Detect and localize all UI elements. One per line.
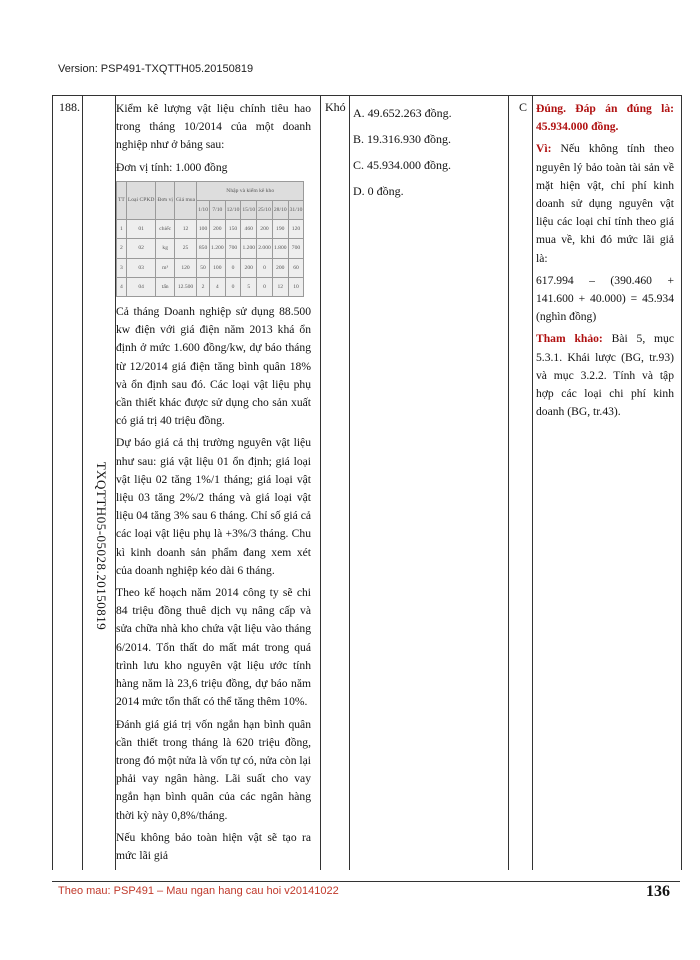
material-table [116,181,304,297]
table-row [117,258,304,277]
table-subheader: 25/10 [257,201,273,220]
table-cell: 200 [257,220,273,239]
option-a: A. 49.652.263 đồng. [353,106,452,120]
table-cell: 200 [241,258,257,277]
correct-answer [536,100,674,136]
option-b: B. 19.316.930 đồng. [353,132,452,146]
table-cell: 01 [126,220,156,239]
table-cell: 1.200 [210,239,226,258]
table-row [117,277,304,296]
table-cell: 850 [197,239,210,258]
table-cell: 12 [174,220,196,239]
table-header: TT [117,181,127,219]
table-cell: 700 [225,239,241,258]
correct-value: 45.934.000 đồng. [536,120,619,134]
table-cell: 150 [225,220,241,239]
table-header: Giá mua [174,181,196,219]
question-text [116,100,311,869]
table-cell: 100 [210,258,226,277]
table-cell: tấn [156,277,175,296]
question-code [86,386,116,706]
table-cell: 02 [126,239,156,258]
answer-key: C [519,100,528,114]
reason-label: Vì: [536,142,552,156]
table-subheader: 15/10 [241,201,257,220]
difficulty-label: Khó [325,100,346,114]
table-cell: 700 [288,239,304,258]
question-code-text: TXQTTH05-05028.20150819 [94,461,109,631]
table-cell: 120 [288,220,304,239]
formula: 617.994 – (390.460 + 141.600 + 40.000) = 45.934 (nghìn đồng) [536,273,674,324]
table-cell: 1.800 [272,239,288,258]
question-paragraph: Nếu không bảo toàn hiện vật sẽ tạo ra mức lãi giả [116,830,311,862]
reason-text: Nếu không tính theo nguyên lý bảo toàn tài sản về mặt hiện vật, chỉ phí kinh doanh sử dụng nguyên vật liệu các loại chỉ tính theo giá mua về, khi đó mức lãi giả là: [536,142,674,265]
reason [536,140,674,267]
unit-label: Đơn vị tính: 1.000 đồng [116,160,228,174]
question-intro: Kiểm kê lượng vật liệu chính tiêu hao trong tháng 10/2014 của một doanh nghiệp như ở bảng sau: [116,102,311,152]
column-divider [508,96,509,870]
option-d: D. 0 đồng. [353,184,404,198]
footer-template: Theo mau: PSP491 – Mau ngan hang cau hoi v20141022 [58,885,339,897]
table-subheader: 12/10 [225,201,241,220]
answer-options [353,100,452,204]
question-paragraph: Dự báo giá cả thị trường nguyên vật liệu như sau: giá vật liệu 01 ổn định; giá loại vật liệu 02 tăng 1%/1 tháng; giá loại vật liệu 03 tăng 2%/2 tháng và giá loại vật liệu 04 tăng 3% sau 6 tháng. Chỉ số giá cả các loại vật liệu phụ là +3%/3 tháng. Chu kì kinh doanh sản phẩm đang xem xét của doanh nghiệp kéo dài 6 tháng. [116,436,311,577]
explanation [536,100,674,425]
column-divider [532,96,533,870]
question-paragraph: Đánh giá giá trị vốn ngắn hạn bình quân cần thiết trong tháng là 620 triệu đồng, trong đó một nửa là vốn tự có, nửa còn lại phải vay ngân hàng. Lãi suất cho vay ngắn hạn bình quân của các ngân hàng thời kỳ này 0,8%/tháng. [116,717,311,822]
table-cell: 4 [117,277,127,296]
table-subheader: 7/10 [210,201,226,220]
table-cell: 2 [197,277,210,296]
table-cell: 50 [197,258,210,277]
option-c: C. 45.934.000 đồng. [353,158,452,172]
table-cell: m³ [156,258,175,277]
page-number: 136 [646,883,670,900]
table-cell: 5 [241,277,257,296]
table-header: Đơn vị [156,181,175,219]
table-cell: 10 [288,277,304,296]
table-row [117,239,304,258]
table-cell: 0 [225,277,241,296]
table-subheader: 28/10 [272,201,288,220]
table-cell: 200 [272,258,288,277]
reference-label: Tham khảo: [536,332,603,346]
table-cell: 0 [257,277,273,296]
question-paragraph: Theo kế hoạch năm 2014 công ty sẽ chi 84 triệu đồng thuê dịch vụ nâng cấp và sửa chữa nhà kho chứa vật liệu vào tháng 6/2014. Tổn thất do mất mát trong quá trình lưu kho nguyên vật liệu ước tính hàng năm là 23,6 triệu đồng, dự báo năm 2014 mức tổn thất có thể tăng thêm 10%. [116,586,311,709]
table-cell: 200 [210,220,226,239]
table-cell: 1.200 [241,239,257,258]
table-cell: 1 [117,220,127,239]
table-cell: kg [156,239,175,258]
table-cell: 460 [241,220,257,239]
table-cell: 190 [272,220,288,239]
table-cell: 2.000 [257,239,273,258]
table-cell: 12.500 [174,277,196,296]
material-table-body [117,220,304,297]
question-number: 188. [59,100,80,114]
column-divider [349,96,350,870]
table-cell: 03 [126,258,156,277]
column-divider [320,96,321,870]
footer-divider [52,881,680,882]
table-cell: 2 [117,239,127,258]
table-cell: 4 [210,277,226,296]
question-table [52,95,682,870]
table-header: Nhập và kiểm kê kho [197,181,304,200]
table-cell: chiếc [156,220,175,239]
table-header: Loại CPKD [126,181,156,219]
table-cell: 12 [272,277,288,296]
version-label: Version: PSP491-TXQTTH05.20150819 [58,63,254,75]
table-cell: 3 [117,258,127,277]
question-paragraph: Cả tháng Doanh nghiệp sử dụng 88.500 kw điện với giá điện năm 2013 khá ổn định ở mức 1.600 đồng/kw, dự báo tháng từ 12/2014 giá điện tăng bình quân 18% và ổn định sau đó. Các loại vật liệu phụ cần thiết khác được sử dụng cho sản xuất có giá trị 40 triệu đồng. [116,305,311,428]
table-row [117,220,304,239]
table-subheader: 31/10 [288,201,304,220]
table-cell: 0 [257,258,273,277]
correct-label: Đúng. Đáp án đúng là: [536,102,674,115]
table-subheader: 1/10 [197,201,210,220]
table-cell: 0 [225,258,241,277]
table-cell: 100 [197,220,210,239]
table-cell: 25 [174,239,196,258]
table-cell: 120 [174,258,196,277]
reference [536,330,674,421]
column-divider [82,96,83,870]
table-cell: 60 [288,258,304,277]
reference-text: Bài 5, mục 5.3.1. Khái lược (BG, tr.93) và mục 3.2.2. Tính và tập hợp các loại chi phí kinh doanh (BG, tr.43). [536,332,674,419]
table-cell: 04 [126,277,156,296]
